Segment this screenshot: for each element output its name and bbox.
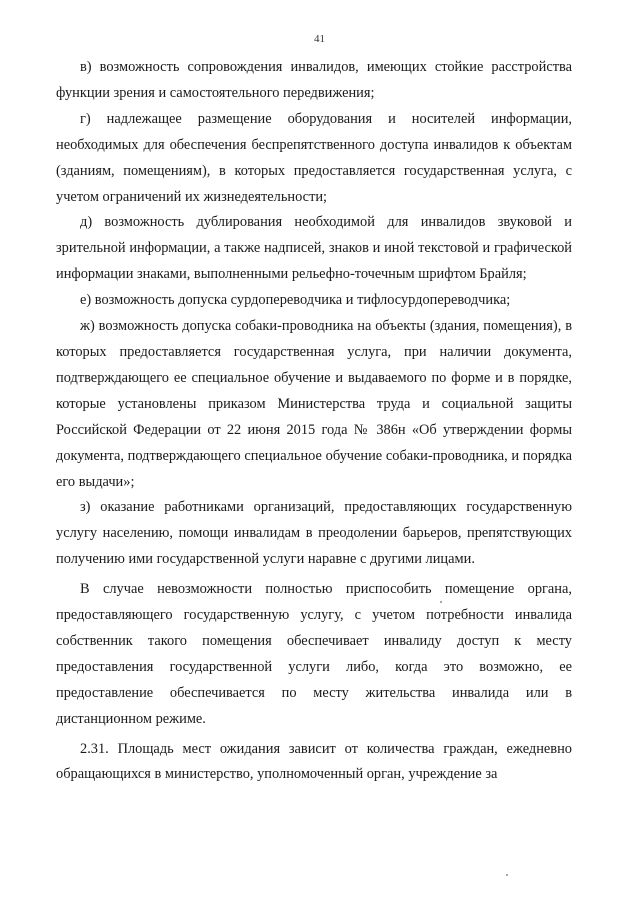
paragraph-item-z: з) оказание работниками организаций, предоставляющих государственную услугу населению, помощи инвалидам в преодолении барьеров, препятствующих получению ими государственной услуги наравне с другими лицами.	[56, 499, 572, 568]
paragraph-item-v: в) возможность сопровождения инвалидов, имеющих стойкие расстройства функции зрения и самостоятельного передвижения;	[56, 59, 572, 101]
paragraph-section-2-31: 2.31. Площадь мест ожидания зависит от количества граждан, ежедневно обращающихся в министерство, уполномоченный орган, учреждение за	[56, 740, 572, 783]
page-number: 41	[314, 33, 325, 45]
paragraph-item-e: е) возможность допуска сурдопереводчика и тифлосурдопереводчика;	[80, 292, 511, 309]
paragraph-item-d: д) возможность дублирования необходимой для инвалидов звуковой и зрительной информации, а также надписей, знаков и иной текстовой и графической информации знаками, выполненными рельефно-точечным шрифтом Брайля;	[56, 214, 572, 283]
paragraph-item-zh: ж) возможность допуска собаки-проводника на объекты (здания, помещения), в которых предоставляется государственная услуга, при наличии документа, подтверждающего ее специальное обучение и выдаваемого по форме и в порядке, которые установлены приказом Министерства труда и социальной защиты Российской Федерации от 22 июня 2015 года № 386н «Об утверждении формы документа, подтверждающего специальное обучение собаки-проводника, и порядка его выдачи»;	[56, 318, 572, 490]
paragraph-accessibility-fallback: В случае невозможности полностью приспособить помещение органа, предоставляющего государственную услугу, с учетом потребности инвалида собственник такого помещения обеспечивает инвалиду доступ к месту предоставления государственной услуги либо, когда это возможно, ее предоставление обеспечивается по месту жительства инвалида или в дистанционном режиме.	[56, 581, 572, 727]
scan-speck	[440, 601, 442, 603]
document-body	[56, 55, 572, 788]
scan-speck	[506, 874, 508, 876]
paragraph-item-g: г) надлежащее размещение оборудования и носителей информации, необходимых для обеспечения беспрепятственного доступа инвалидов к объектам (зданиям, помещениям), в которых предоставляется государственная услуга, с учетом ограничений их жизнедеятельности;	[56, 110, 572, 205]
